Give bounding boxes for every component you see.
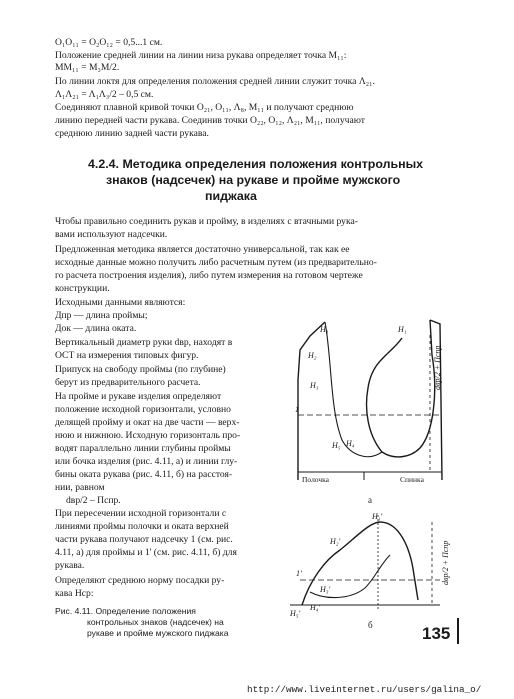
svg-text:dвр/2 + Пспр: dвр/2 + Пспр xyxy=(441,540,450,585)
body-line: вами используют надсечки. xyxy=(55,229,168,240)
figure-caption-line-3: рукаве и пройме мужского пиджака xyxy=(87,628,229,638)
watermark-url[interactable]: http://www.liveinternet.ru/users/galina_o/ xyxy=(247,684,482,695)
body-line: При пересечении исходной горизонтали с xyxy=(55,508,227,519)
svg-text:H₁: H₁ xyxy=(398,325,407,334)
body-line: водят параллельно линии глубины проймы xyxy=(55,443,231,454)
figure-label-b: б xyxy=(368,620,373,630)
section-heading-line-3: пиджака xyxy=(205,189,257,203)
body-line: По линии локтя для определения положения средней линии служит точка Λ₂₁. xyxy=(55,76,375,87)
body-line: Припуск на свободу проймы (по глубине) xyxy=(55,364,226,375)
section-heading-line-2: знаков (надсечек) на рукаве и пройме мужского xyxy=(106,173,401,187)
figure-caption-line-1: Рис. 4.11. Определение положения xyxy=(55,606,196,616)
front-armhole-curve xyxy=(325,322,382,457)
body-line: линиями проймы полочки и оката верхней xyxy=(55,521,229,532)
body-line: Определяют среднюю норму посадки ру- xyxy=(55,575,225,586)
page-number: 135 xyxy=(422,624,451,643)
svg-text:H₄': H₄' xyxy=(310,603,321,612)
body-line: го расчета построения изделия), либо путем измерения на готовом чертеже xyxy=(55,270,363,281)
body-line: делящей пройму и окат на две части — верх- xyxy=(55,417,240,428)
body-line: Соединяют плавной кривой точки O₂₁, O₁₁, Λ₈, M₁₁ и получают среднюю xyxy=(55,102,354,113)
body-line: среднюю линию задней части рукава. xyxy=(55,128,209,139)
svg-text:H₁': H₁' xyxy=(372,512,383,521)
body-line: 4.11, а) для проймы и 1' (см. рис. 4.11, б) для xyxy=(55,547,237,558)
svg-text:H₂': H₂' xyxy=(330,537,341,546)
svg-text:H₂: H₂ xyxy=(308,351,317,360)
body-line: положение исходной горизонтали, условно xyxy=(55,404,231,415)
svg-text:dвр/2 + Пспр: dвр/2 + Пспр xyxy=(433,345,442,390)
body-line: исходные данные можно получить либо расчетным путем (из предварительно- xyxy=(55,257,377,268)
body-line: Положение средней линии на линии низа рукава определяет точка M₁₁: xyxy=(55,50,347,61)
svg-text:H₃: H₃ xyxy=(310,381,319,390)
body-line: кава Нср: xyxy=(55,588,94,599)
body-line: или бочка изделия (рис. 4.11, а) и линии глу- xyxy=(55,456,238,467)
svg-text:H₃': H₃' xyxy=(320,585,331,594)
body-line: рукава. xyxy=(55,560,85,571)
svg-text:1: 1 xyxy=(295,405,299,414)
armhole-curve xyxy=(367,320,435,457)
body-line: Док — длина оката. xyxy=(55,323,137,334)
figure-4-11 xyxy=(280,310,460,630)
body-line: MM₁₁ = M₃M/2. xyxy=(55,62,120,73)
front-panel-outline xyxy=(298,322,325,480)
body-line: ОСТ на измерения типовых фигур. xyxy=(55,350,199,361)
body-line: Вертикальный диаметр руки dвр, находят в xyxy=(55,337,233,348)
body-line: Λ₁Λ₂₁ = Λ₁Λ₃/2 – 0,5 см. xyxy=(55,89,154,100)
body-line: Чтобы правильно соединить рукав и пройму, в изделиях с втачными рука- xyxy=(55,216,358,227)
svg-text:H₅: H₅ xyxy=(332,441,341,450)
body-line: Исходными данными являются: xyxy=(55,297,186,308)
svg-text:H₄: H₄ xyxy=(346,439,355,448)
body-line: берут из предварительного расчета. xyxy=(55,377,201,388)
svg-text:Полочка: Полочка xyxy=(302,475,329,484)
svg-text:H₁: H₁ xyxy=(320,325,329,334)
body-line: конструкции. xyxy=(55,283,110,294)
body-line: dвр/2 – Пспр. xyxy=(66,495,121,506)
body-line: части рукава получают надсечку 1 (см. рис. xyxy=(55,534,233,545)
section-heading-line-1: 4.2.4. Методика определения положения контрольных xyxy=(88,157,424,171)
page-number-rule xyxy=(457,618,459,644)
body-line: Предложенная методика является достаточно универсальной, так как ее xyxy=(55,244,350,255)
figure-caption-line-2: контрольных знаков (надсечек) на xyxy=(87,617,224,627)
body-line: бины оката рукава (рис. 4.11, б) на расстоя- xyxy=(55,469,233,480)
figure-label-a: а xyxy=(368,495,372,505)
body-line: нии, равном xyxy=(55,482,105,493)
svg-text:Спинка: Спинка xyxy=(400,475,424,484)
body-line: Дпр — длина проймы; xyxy=(55,310,148,321)
body-line: O₁O₁₁ = O₂O₁₂ = 0,5...1 см. xyxy=(55,37,163,48)
svg-text:1': 1' xyxy=(296,569,302,578)
body-line: линию передней части рукава. Соединив точки O₂₂, O₁₂, Λ₂₁, M₁₁, получают xyxy=(55,115,365,126)
body-line: нюю и нижнюю. Исходную горизонталь про- xyxy=(55,430,241,441)
body-line: На пройме и рукаве изделия определяют xyxy=(55,391,222,402)
svg-text:H₅': H₅' xyxy=(290,609,301,618)
